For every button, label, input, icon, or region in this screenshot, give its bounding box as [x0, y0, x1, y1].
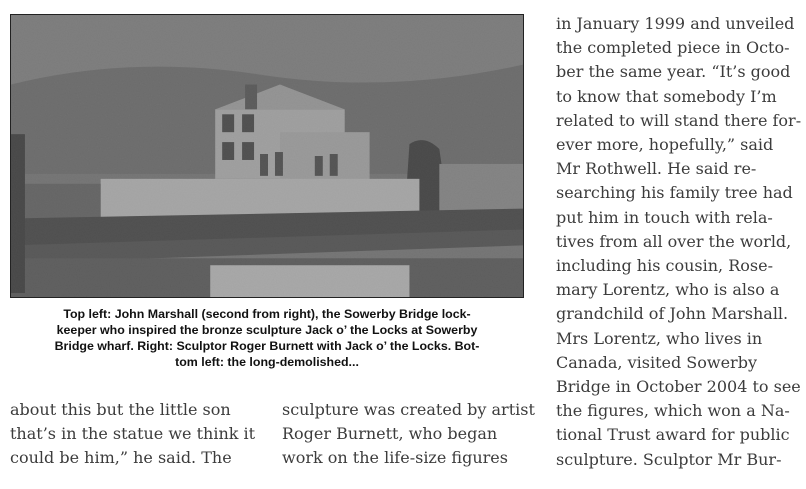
text-line: the completed piece in Octo-: [556, 38, 790, 58]
text-line: work on the life-size figures: [282, 448, 508, 468]
text-line: to know that somebody I’m: [556, 86, 777, 106]
text-line: in January 1999 and unveiled: [556, 14, 795, 33]
text-line: could be him,” he said. The: [10, 448, 232, 468]
text-line: including his cousin, Rose-: [556, 256, 773, 276]
caption-line: tom left: the long-demolished...: [175, 355, 359, 369]
text-line: related to will stand there for-: [556, 110, 802, 130]
text-line: about this but the little son: [10, 400, 231, 419]
text-line: grandchild of John Marshall.: [556, 304, 789, 324]
text-line: sculpture. Sculptor Mr Bur-: [556, 449, 782, 469]
article-column-middle: [282, 398, 538, 471]
lock-keeper-cottage-photo: [11, 15, 523, 297]
text-line: tional Trust award for public: [556, 425, 790, 445]
photo-caption: [10, 306, 524, 370]
text-line: that’s in the statue we think it: [10, 424, 256, 444]
text-line: Mrs Lorentz, who lives in: [556, 328, 763, 348]
text-line: sculpture was created by artist: [282, 400, 535, 419]
article-column-right: [556, 12, 806, 472]
caption-line: Top left: John Marshall (second from right), the Sowerby Bridge lock-: [63, 307, 471, 321]
text-line: ber the same year. “It’s good: [556, 62, 791, 82]
caption-line: keeper who inspired the bronze sculpture Jack o’ the Locks at Sowerby: [56, 323, 478, 337]
text-line: Bridge in October 2004 to see: [556, 377, 801, 397]
text-line: Canada, visited Sowerby: [556, 352, 757, 372]
archive-photo: [10, 14, 524, 298]
text-line: the figures, which won a Na-: [556, 401, 790, 421]
caption-line: Bridge wharf. Right: Sculptor Roger Burnett with Jack o’ the Locks. Bot-: [54, 339, 480, 353]
text-line: Mr Rothwell. He said re-: [556, 159, 757, 179]
text-line: ever more, hopefully,” said: [556, 135, 774, 155]
text-line: searching his family tree had: [556, 183, 793, 203]
text-line: mary Lorentz, who is also a: [556, 280, 780, 300]
text-line: tives from all over the world,: [556, 231, 792, 251]
article-column-left: [10, 398, 266, 471]
text-line: Roger Burnett, who began: [282, 424, 498, 444]
text-line: put him in touch with rela-: [556, 207, 773, 227]
